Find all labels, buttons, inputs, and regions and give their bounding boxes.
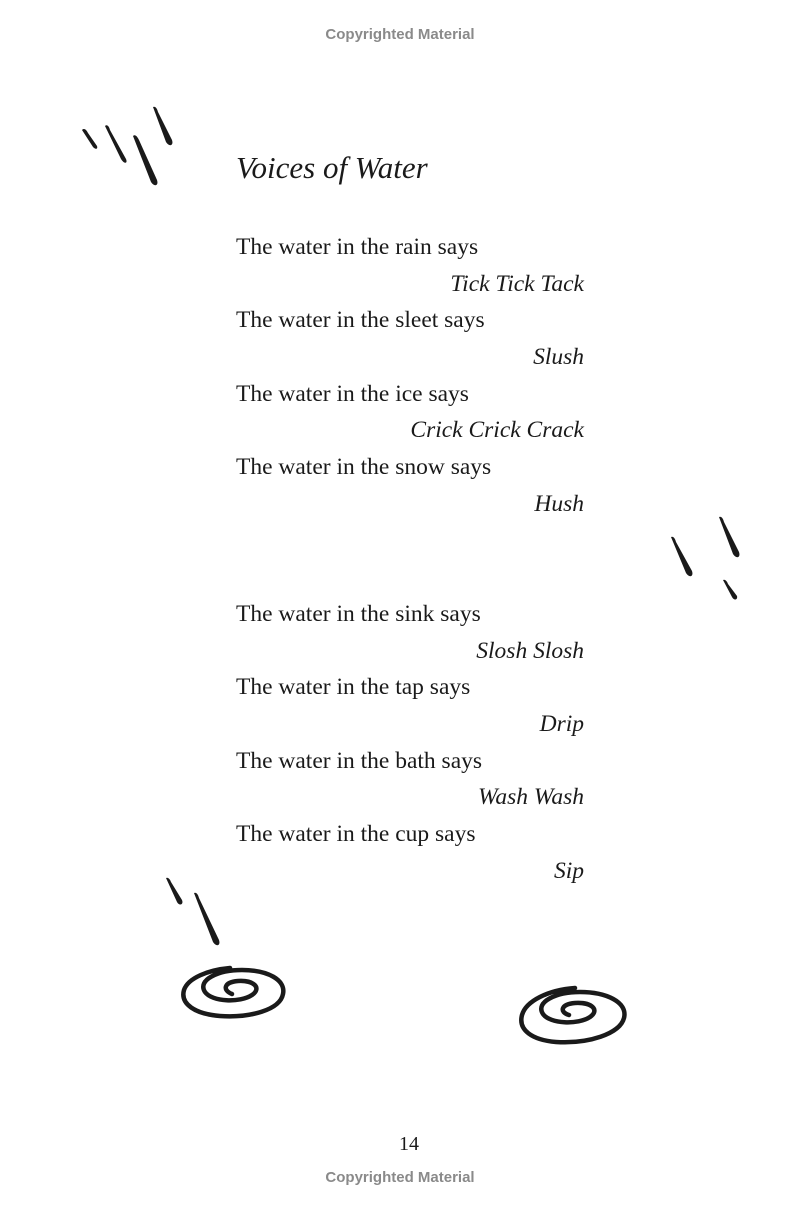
poem-line: The water in the sink says	[236, 601, 481, 627]
sound-word: Drip	[539, 711, 584, 738]
poem-title: Voices of Water	[236, 150, 428, 185]
stanza	[236, 229, 584, 523]
ripple-left-icon	[183, 968, 283, 1016]
raindrops-top-left-icon	[82, 107, 172, 185]
page-number: 14	[399, 1133, 419, 1155]
copyright-watermark-top: Copyrighted Material	[325, 26, 475, 43]
raindrops-lower-left-icon	[166, 878, 219, 945]
stanza	[236, 596, 584, 890]
poem-line: The water in the snow says	[236, 454, 492, 481]
sound-word: Tick Tick Tack	[450, 270, 584, 297]
raindrops-right-icon	[671, 517, 739, 600]
poem-line: The water in the sleet says	[236, 307, 485, 334]
sound-word: Slosh Slosh	[476, 637, 584, 664]
sound-word: Hush	[534, 490, 584, 517]
poem-line: The water in the rain says	[236, 234, 479, 260]
poem-line: The water in the ice says	[236, 380, 469, 407]
sound-word: Crick Crick Crack	[410, 417, 584, 444]
sound-word: Slush	[533, 344, 584, 371]
poem-line: The water in the bath says	[236, 747, 483, 774]
ripple-right-icon	[521, 988, 624, 1042]
poem-line: The water in the tap says	[236, 674, 471, 701]
poem-line: The water in the cup says	[236, 821, 476, 848]
sound-word: Wash Wash	[477, 784, 584, 811]
sound-word: Sip	[553, 857, 584, 884]
copyright-watermark-bottom: Copyrighted Material	[325, 1169, 475, 1186]
